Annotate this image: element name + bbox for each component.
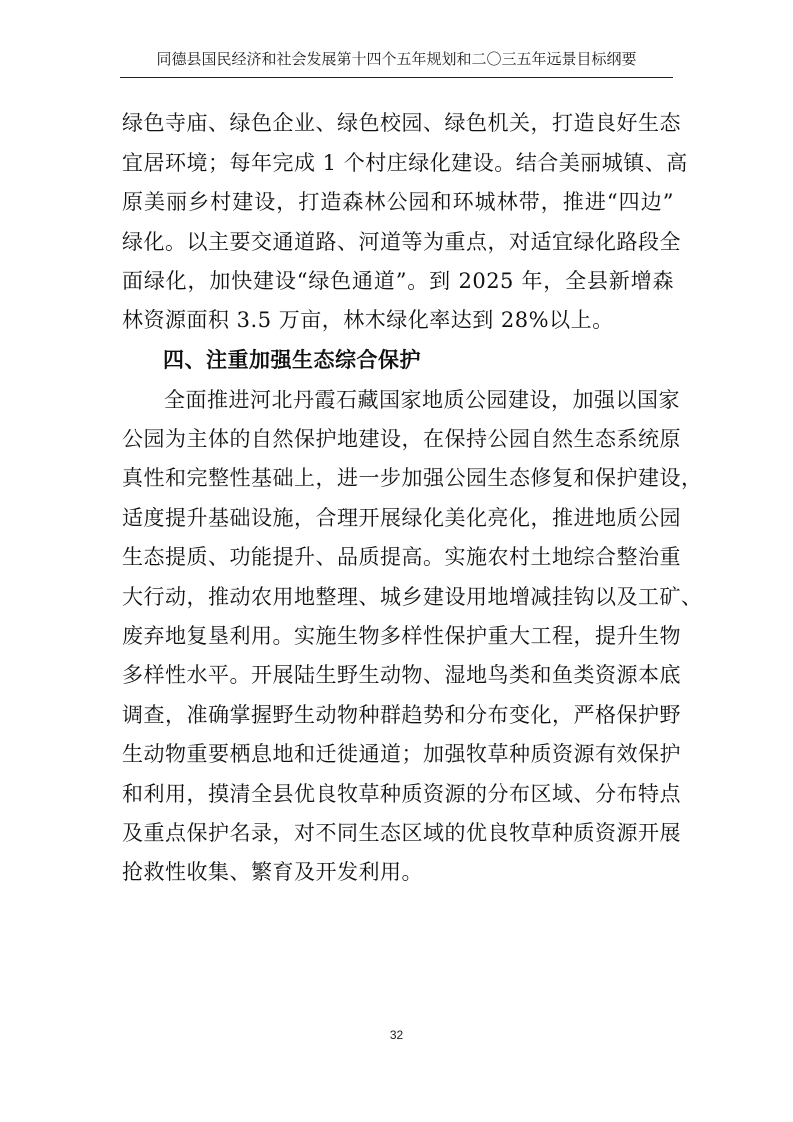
paragraph-line: 生动物重要栖息地和迁徙通道；加强牧草种质资源有效保护 bbox=[122, 742, 681, 766]
paragraph-line: 面绿化，加快建设“绿色通道”。到 2025 年，全县新增森 bbox=[122, 269, 674, 293]
paragraph-line: 生态提质、功能提升、品质提高。实施农村土地综合整治重 bbox=[122, 545, 681, 569]
paragraph-line: 废弃地复垦利用。实施生物多样性保护重大工程，提升生物 bbox=[122, 624, 681, 648]
paragraph-line: 绿化。以主要交通道路、河道等为重点，对适宜绿化路段全 bbox=[122, 230, 681, 254]
document-header-title: 同德县国民经济和社会发展第十四个五年规划和二〇三五年远景目标纲要 bbox=[156, 50, 637, 68]
paragraph-line: 全面推进河北丹霞石藏国家地质公园建设，加强以国家 bbox=[164, 388, 680, 412]
header-divider bbox=[120, 77, 673, 78]
paragraph-line: 绿色寺庙、绿色企业、绿色校园、绿色机关，打造良好生态 bbox=[122, 111, 681, 135]
paragraph-line: 公园为主体的自然保护地建设，在保持公园自然生态系统原 bbox=[122, 427, 681, 451]
paragraph-line: 原美丽乡村建设，打造森林公园和环城林带，推进“四边” bbox=[122, 190, 674, 214]
section-heading: 四、注重加强生态综合保护 bbox=[163, 348, 421, 372]
paragraph-line: 林资源面积 3.5 万亩，林木绿化率达到 28%以上。 bbox=[122, 308, 614, 332]
paragraph-line: 大行动，推动农用地整理、城乡建设用地增减挂钩以及工矿、 bbox=[122, 585, 703, 609]
paragraph-line: 抢救性收集、繁育及开发利用。 bbox=[122, 860, 423, 884]
paragraph-line: 适度提升基础设施，合理开展绿化美化亮化，推进地质公园 bbox=[122, 506, 681, 530]
page-number: 32 bbox=[389, 1028, 404, 1042]
paragraph-line: 真性和完整性基础上，进一步加强公园生态修复和保护建设， bbox=[122, 466, 703, 490]
paragraph-line: 宜居环境；每年完成 1 个村庄绿化建设。结合美丽城镇、高 bbox=[122, 151, 688, 175]
paragraph-line: 及重点保护名录，对不同生态区域的优良牧草种质资源开展 bbox=[122, 821, 681, 845]
paragraph-line: 调查，准确掌握野生动物种群趋势和分布变化，严格保护野 bbox=[122, 703, 681, 727]
paragraph-line: 和利用，摸清全县优良牧草种质资源的分布区域、分布特点 bbox=[122, 782, 681, 806]
paragraph-line: 多样性水平。开展陆生野生动物、湿地鸟类和鱼类资源本底 bbox=[122, 663, 681, 687]
